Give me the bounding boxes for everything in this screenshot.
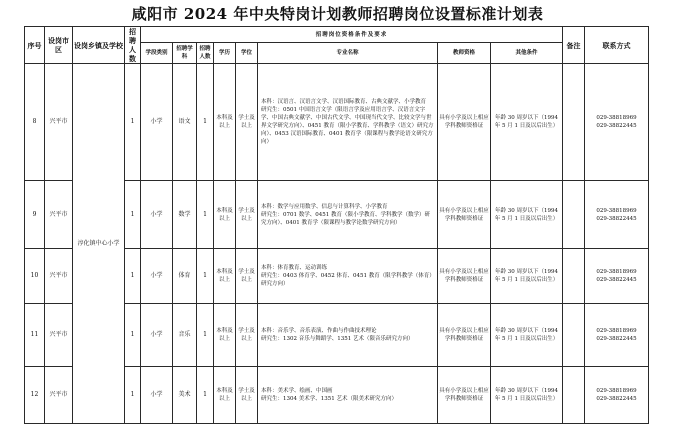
cell-hire: 1 xyxy=(197,181,214,249)
cell-major: 本科：数学与应用数学、信息与计算科学、小学教育 研究生：0701 数学、0451 教育（限小学教育、学科教学（数学）研究方向）、0401 教育学（限课程与教学论数学研究方向） xyxy=(258,181,438,249)
header-city: 设岗市区 xyxy=(45,27,73,64)
cell-education: 本科及以上 xyxy=(214,304,236,367)
contact-phone-2: 029-38822445 xyxy=(596,123,637,129)
cell-seq: 11 xyxy=(25,304,45,367)
header-note: 备注 xyxy=(563,27,585,64)
cell-degree: 学士及以上 xyxy=(236,181,258,249)
cell-subject: 体育 xyxy=(173,249,197,304)
contact-phone-2: 029-38822445 xyxy=(596,215,637,222)
cell-city: 兴平市 xyxy=(45,367,73,424)
cell-note xyxy=(563,367,585,424)
contact-phone-2: 029-38822445 xyxy=(596,277,637,283)
cell-subject: 语文 xyxy=(173,64,197,181)
header-level: 学段类别 xyxy=(141,43,173,64)
header-requirements-group: 招聘岗位资格条件及要求 xyxy=(141,27,563,43)
contact-phone-2: 029-38822445 xyxy=(596,336,637,342)
cell-degree: 学士及以上 xyxy=(236,367,258,424)
cell-note xyxy=(563,304,585,367)
cell-major: 本科：汉语言、汉语言文学、汉语国际教育、古典文献学、小学教育 研究生：0501 中国语言文学（限语言学及应用语言学、汉语言文字学、中国古典文献学、中国古代文学、中国现当代文学、比较文学与世界文学研究方向）、0451 教育（限小学教育、学科教学（语文）研究方向）、0453 汉语国际教育、0401 教育学（限课程与教学论语文研究方向） xyxy=(258,64,438,181)
cell-qualification: 具有小学及以上相应学科教师资格证 xyxy=(438,367,491,424)
cell-education: 本科及以上 xyxy=(214,181,236,249)
cell-subject: 美术 xyxy=(173,367,197,424)
cell-education: 本科及以上 xyxy=(214,64,236,181)
header-seq: 序号 xyxy=(25,27,45,64)
cell-city: 兴平市 xyxy=(45,64,73,181)
cell-other-conditions: 年龄 30 周岁以下（1994 年 5 月 1 日及以后出生） xyxy=(491,64,563,181)
header-hire-count: 招聘人数 xyxy=(197,43,214,64)
contact-phone-1: 029-38818969 xyxy=(596,269,637,275)
cell-major: 本科：音乐学、音乐表演、作曲与作曲技术理论 研究生：1302 音乐与舞蹈学、1351 艺术（限音乐研究方向） xyxy=(258,304,438,367)
header-subject: 招聘学科 xyxy=(173,43,197,64)
contact-phone-1: 029-38818969 xyxy=(596,328,637,334)
contact-phone-1: 029-38818969 xyxy=(596,115,637,121)
cell-seq: 10 xyxy=(25,249,45,304)
cell-qualification: 具有小学及以上相应学科教师资格证 xyxy=(438,64,491,181)
header-other: 其他条件 xyxy=(491,43,563,64)
contact-phone-2: 029-38822445 xyxy=(596,396,637,402)
header-school: 设岗乡镇及学校 xyxy=(73,27,125,64)
cell-hire: 1 xyxy=(197,249,214,304)
cell-qualification: 具有小学及以上相应学科教师资格证 xyxy=(438,181,491,249)
cell-subject: 数学 xyxy=(173,181,197,249)
cell-contact xyxy=(585,304,649,367)
cell-city: 兴平市 xyxy=(45,249,73,304)
cell-major: 本科：美术学、绘画、中国画 研究生：1304 美术学、1351 艺术（限美术研究方向） xyxy=(258,367,438,424)
cell-note xyxy=(563,249,585,304)
cell-hire: 1 xyxy=(197,367,214,424)
cell-education: 本科及以上 xyxy=(214,249,236,304)
contact-phone-1: 029-38818969 xyxy=(596,388,637,394)
cell-contact xyxy=(585,181,649,249)
cell-other-conditions: 年龄 30 周岁以下（1994 年 5 月 1 日及以后出生） xyxy=(491,249,563,304)
header-degree: 学位 xyxy=(236,43,258,64)
cell-major: 本科：体育教育、运动训练 研究生：0403 体育学、0452 体育、0451 教育（限学科教学（体育）研究方向） xyxy=(258,249,438,304)
cell-hire: 1 xyxy=(197,64,214,181)
cell-count: 1 xyxy=(125,64,141,181)
cell-other-conditions: 年龄 30 周岁以下（1994 年 5 月 1 日及以后出生） xyxy=(491,181,563,249)
cell-degree: 学士及以上 xyxy=(236,64,258,181)
header-major: 专业名称 xyxy=(258,43,438,64)
cell-hire: 1 xyxy=(197,304,214,367)
header-count: 招聘人数 xyxy=(125,27,141,64)
contact-phone-1: 029-38818969 xyxy=(596,207,637,214)
recruitment-table xyxy=(24,26,649,424)
cell-count: 1 xyxy=(125,249,141,304)
cell-count: 1 xyxy=(125,181,141,249)
header-education: 学历 xyxy=(214,43,236,64)
cell-note xyxy=(563,64,585,181)
cell-degree: 学士及以上 xyxy=(236,304,258,367)
cell-qualification: 具有小学及以上相应学科教师资格证 xyxy=(438,249,491,304)
cell-contact xyxy=(585,64,649,181)
cell-count: 1 xyxy=(125,367,141,424)
cell-subject: 音乐 xyxy=(173,304,197,367)
cell-contact xyxy=(585,367,649,424)
cell-seq: 8 xyxy=(25,64,45,181)
header-contact: 联系方式 xyxy=(585,27,649,64)
cell-school: 淳化镇中心小学 xyxy=(73,64,125,424)
table-row xyxy=(25,64,649,181)
cell-other-conditions: 年龄 30 周岁以下（1994 年 5 月 1 日及以后出生） xyxy=(491,304,563,367)
cell-seq: 12 xyxy=(25,367,45,424)
cell-qualification: 具有小学及以上相应学科教师资格证 xyxy=(438,304,491,367)
cell-note xyxy=(563,181,585,249)
cell-level: 小学 xyxy=(141,304,173,367)
header-qualification: 教师资格 xyxy=(438,43,491,64)
cell-level: 小学 xyxy=(141,249,173,304)
cell-other-conditions: 年龄 30 周岁以下（1994 年 5 月 1 日及以后出生） xyxy=(491,367,563,424)
cell-degree: 学士及以上 xyxy=(236,249,258,304)
cell-city: 兴平市 xyxy=(45,181,73,249)
page-title: 咸阳市 2024 年中央特岗计划教师招聘岗位设置标准计划表 xyxy=(131,5,544,23)
cell-level: 小学 xyxy=(141,367,173,424)
cell-seq: 9 xyxy=(25,181,45,249)
cell-count: 1 xyxy=(125,304,141,367)
cell-contact xyxy=(585,249,649,304)
cell-level: 小学 xyxy=(141,64,173,181)
cell-education: 本科及以上 xyxy=(214,367,236,424)
cell-city: 兴平市 xyxy=(45,304,73,367)
cell-level: 小学 xyxy=(141,181,173,249)
